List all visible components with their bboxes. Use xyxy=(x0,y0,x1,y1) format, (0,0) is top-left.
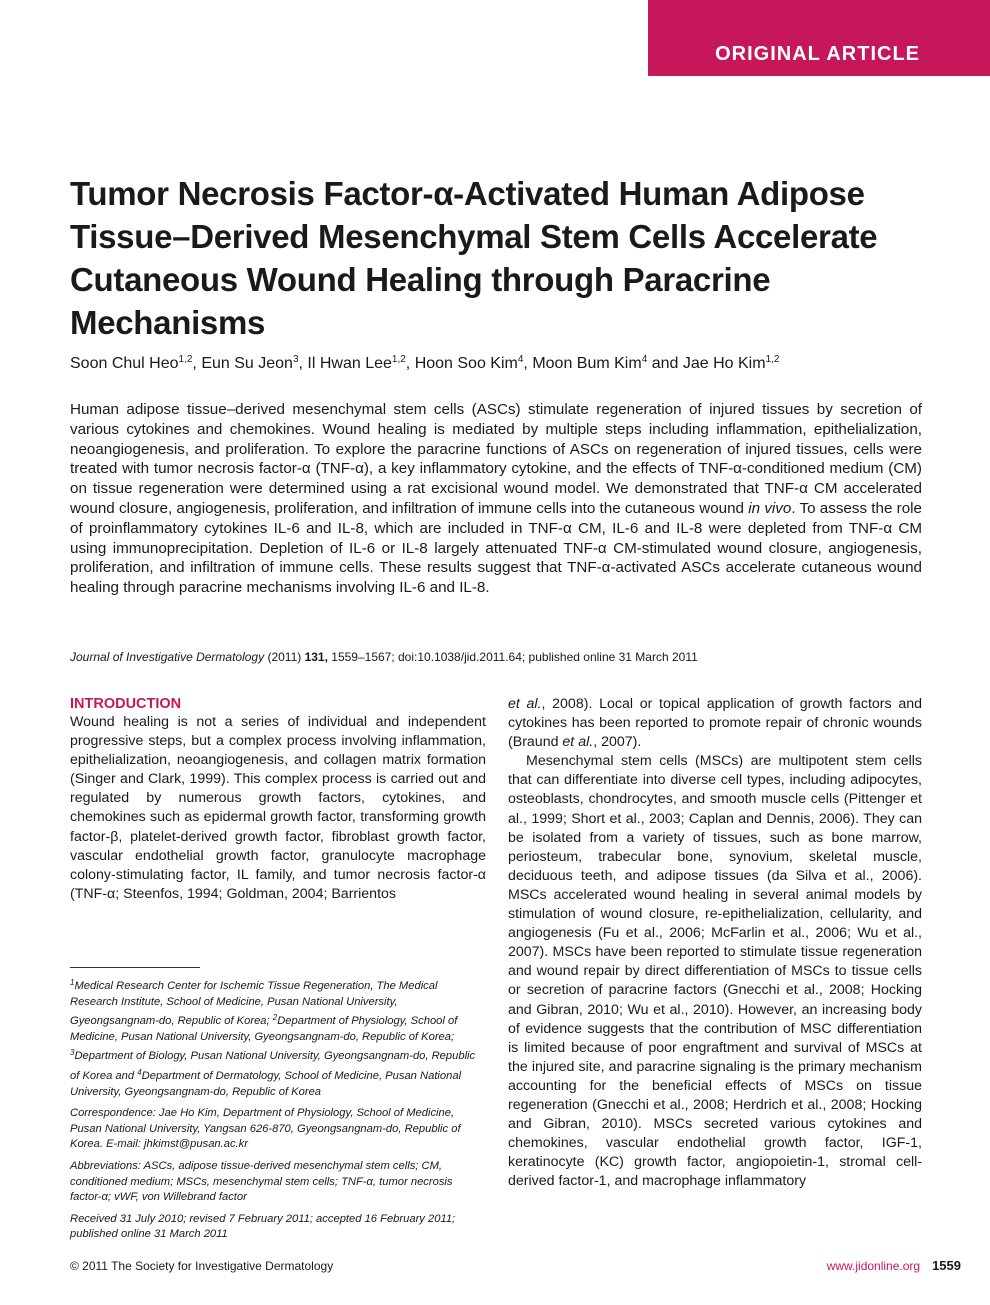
right-column xyxy=(508,695,922,1191)
affiliation-number: 2 xyxy=(272,1013,278,1023)
author-separator: and xyxy=(647,355,683,372)
page-footer-right xyxy=(827,1258,961,1273)
author-name: Il Hwan Lee xyxy=(307,355,392,372)
journal-name: Journal of Investigative Dermatology xyxy=(70,650,265,664)
etal-2: et al. xyxy=(562,734,594,751)
copyright: © 2011 The Society for Investigative Dermatology xyxy=(70,1259,334,1273)
author-name: Soon Chul Heo xyxy=(70,355,179,372)
author-affiliation: 1,2 xyxy=(178,354,193,365)
affiliation-text: Department of Biology, Pusan National University, Gyeongsangnam-do, Republic of Korea and xyxy=(70,1050,476,1082)
affiliation-number: 4 xyxy=(137,1067,142,1077)
citation-volume: 131, xyxy=(304,650,328,664)
intro-cont-text-2: , 2007). xyxy=(593,734,642,751)
correspondence: Correspondence: Jae Ho Kim, Department of Physiology, School of Medicine, Pusan National University, Yangsan 626-870, Gyeongsangnam-do, Republic of Korea. E-mail: jhkimst@pusan.ac.kr xyxy=(70,1107,461,1151)
author-separator: , xyxy=(405,355,415,372)
author-name: Hoon Soo Kim xyxy=(414,355,518,372)
journal-url-link[interactable]: www.jidonline.org xyxy=(826,1259,921,1273)
affiliations xyxy=(70,975,486,1100)
affiliation-text: Medical Research Center for Ischemic Tissue Regeneration, The Medical Research Institute, School of Medicine, Pusan National University, Gyeongsangnam-do, Republic of Korea; xyxy=(70,980,438,1028)
affiliation-text: Department of Physiology, School of Medicine, Pusan National University, Gyeongsangnam-do, Republic of Korea; xyxy=(70,1015,458,1043)
author-name: Moon Bum Kim xyxy=(532,355,642,372)
footnotes xyxy=(70,975,486,1249)
abstract xyxy=(70,400,922,598)
footnote-divider xyxy=(70,967,200,968)
author-name: Eun Su Jeon xyxy=(201,355,293,372)
author-separator: , xyxy=(523,355,533,372)
page-number: 1559 xyxy=(932,1258,961,1273)
author-affiliation: 1,2 xyxy=(391,354,406,365)
received-dates: Received 31 July 2010; revised 7 February 2011; accepted 16 February 2011; published online 31 March 2011 xyxy=(70,1212,456,1241)
affiliation-number: 1 xyxy=(70,978,75,987)
left-column xyxy=(70,695,486,904)
abbreviations: Abbreviations: ASCs, adipose tissue-derived mesenchymal stem cells; CM, conditioned medium; MSCs, mesenchymal stem cells; TNF-α, tumor necrosis factor-α; vWF, von Willebrand factor xyxy=(70,1159,453,1204)
intro-paragraph-1: Wound healing is not a series of individual and independent progressive steps, but a complex process involving inflammation, epithelialization, neoangiogenesis, and collagen matrix formation (Singer and Clark, 1999). This complex process is carried out and regulated by numerous growth factors, cytokines, and chemokines such as epidermal growth factor, transforming growth factor-β, platelet-derived growth factor, fibroblast growth factor, vascular endothelial growth factor, granulocyte macrophage colony-stimulating factor, IL family, and tumor necrosis factor-α (TNF-α; Steenfos, 1994; Goldman, 2004; Barrientos xyxy=(70,714,486,902)
citation-line xyxy=(70,649,922,665)
section-heading-introduction: INTRODUCTION xyxy=(70,696,182,712)
author-separator: , xyxy=(298,355,308,372)
author-name: Jae Ho Kim xyxy=(682,355,766,372)
abstract-italic: in vivo xyxy=(748,499,792,517)
author-affiliation: 3 xyxy=(292,354,299,365)
abstract-text-1: Human adipose tissue–derived mesenchymal stem cells (ASCs) stimulate regeneration of injured tissues by secretion of various cytokines and chemokines. Wound healing is mediated by multiple steps including inflammation, epithelialization, neoangiogenesis, and proliferation. To explore the paracrine functions of ASCs on regeneration of injured tissues, cells were treated with tumor necrosis factor-α (TNF-α), a key inflammatory cytokine, and the effects of TNF-α-conditioned medium (CM) on tissue regeneration were determined using a rat excisional wound model. We demonstrated that TNF-α CM accelerated wound closure, angiogenesis, proliferation, and infiltration of immune cells into the cutaneous wound xyxy=(70,401,922,517)
article-type-banner xyxy=(648,0,990,76)
author-affiliation: 4 xyxy=(517,354,524,365)
author-affiliation: 4 xyxy=(641,354,648,365)
intro-paragraph-2: Mesenchymal stem cells (MSCs) are multipotent stem cells that can differentiate into diverse cell types, including adipocytes, osteoblasts, chondrocytes, and smooth muscle cells (Pittenger et al., 1999; Short et al., 2003; Caplan and Dennis, 2006). They can be isolated from a variety of tissues, such as bone marrow, periosteum, trabecular bone, synovium, skeletal muscle, deciduous teeth, and adipose tissues (da Silva et al., 2006). MSCs accelerated wound healing in several animal models by stimulation of wound closure, re-epithelialization, cellularity, and angiogenesis (Fu et al., 2006; McFarlin et al., 2006; Wu et al., 2007). MSCs have been reported to stimulate tissue regeneration and wound repair by direct differentiation of MSCs to tissue cells or secretion of paracrine factors (Gnecchi et al., 2008; Hocking and Gibran, 2010; Wu et al., 2010). However, an increasing body of evidence suggests that the contribution of MSC differentiation is limited because of poor engraftment and survival of MSCs at the injured site, and paracrine signaling is the primary mechanism accounting for the beneficial effects of MSCs on tissue regeneration (Gnecchi et al., 2008; Herdrich et al., 2008; Hocking and Gibran, 2010). MSCs secreted various cytokines and chemokines, vascular endothelial growth factor, IGF-1, keratinocyte (KC) growth factor, angiopoietin-1, stromal cell-derived factor-1, and macrophage inflammatory xyxy=(508,753,922,1190)
intro-paragraph-1-cont xyxy=(508,695,922,752)
author-list xyxy=(70,348,950,376)
affiliation-number: 3 xyxy=(70,1048,75,1058)
citation-year: (2011) xyxy=(264,650,305,664)
citation-rest: 1559–1567; doi:10.1038/jid.2011.64; published online 31 March 2011 xyxy=(327,650,698,664)
article-type-label: ORIGINAL ARTICLE xyxy=(715,43,920,65)
abstract-text-2: . To assess the role of proinflammatory cytokines IL-6 and IL-8, which are included in TNF-α CM, IL-6 and IL-8 were depleted from TNF-α CM using immunoprecipitation. Depletion of IL-6 or IL-8 largely attenuated TNF-α CM-stimulated wound closure, angiogenesis, proliferation, and infiltration of immune cells. These results suggest that TNF-α-activated ASCs accelerate cutaneous wound healing through paracrine mechanisms involving IL-6 and IL-8. xyxy=(70,499,922,597)
author-affiliation: 1,2 xyxy=(765,354,780,365)
intro-cont-text-1: , 2008). Local or topical application of growth factors and cytokines has been reported to promote repair of chronic wounds (Braund xyxy=(508,696,922,751)
etal-1: et al. xyxy=(508,696,542,712)
affiliation-text: Department of Dermatology, School of Medicine, Pusan National University, Gyeongsangnam-do, Republic of Korea xyxy=(70,1069,462,1098)
article-title: Tumor Necrosis Factor-α-Activated Human Adipose Tissue–Derived Mesenchymal Stem Cells Accelerate Cutaneous Wound Healing through Paracrine Mechanisms xyxy=(70,175,878,341)
author-separator: , xyxy=(192,355,202,372)
